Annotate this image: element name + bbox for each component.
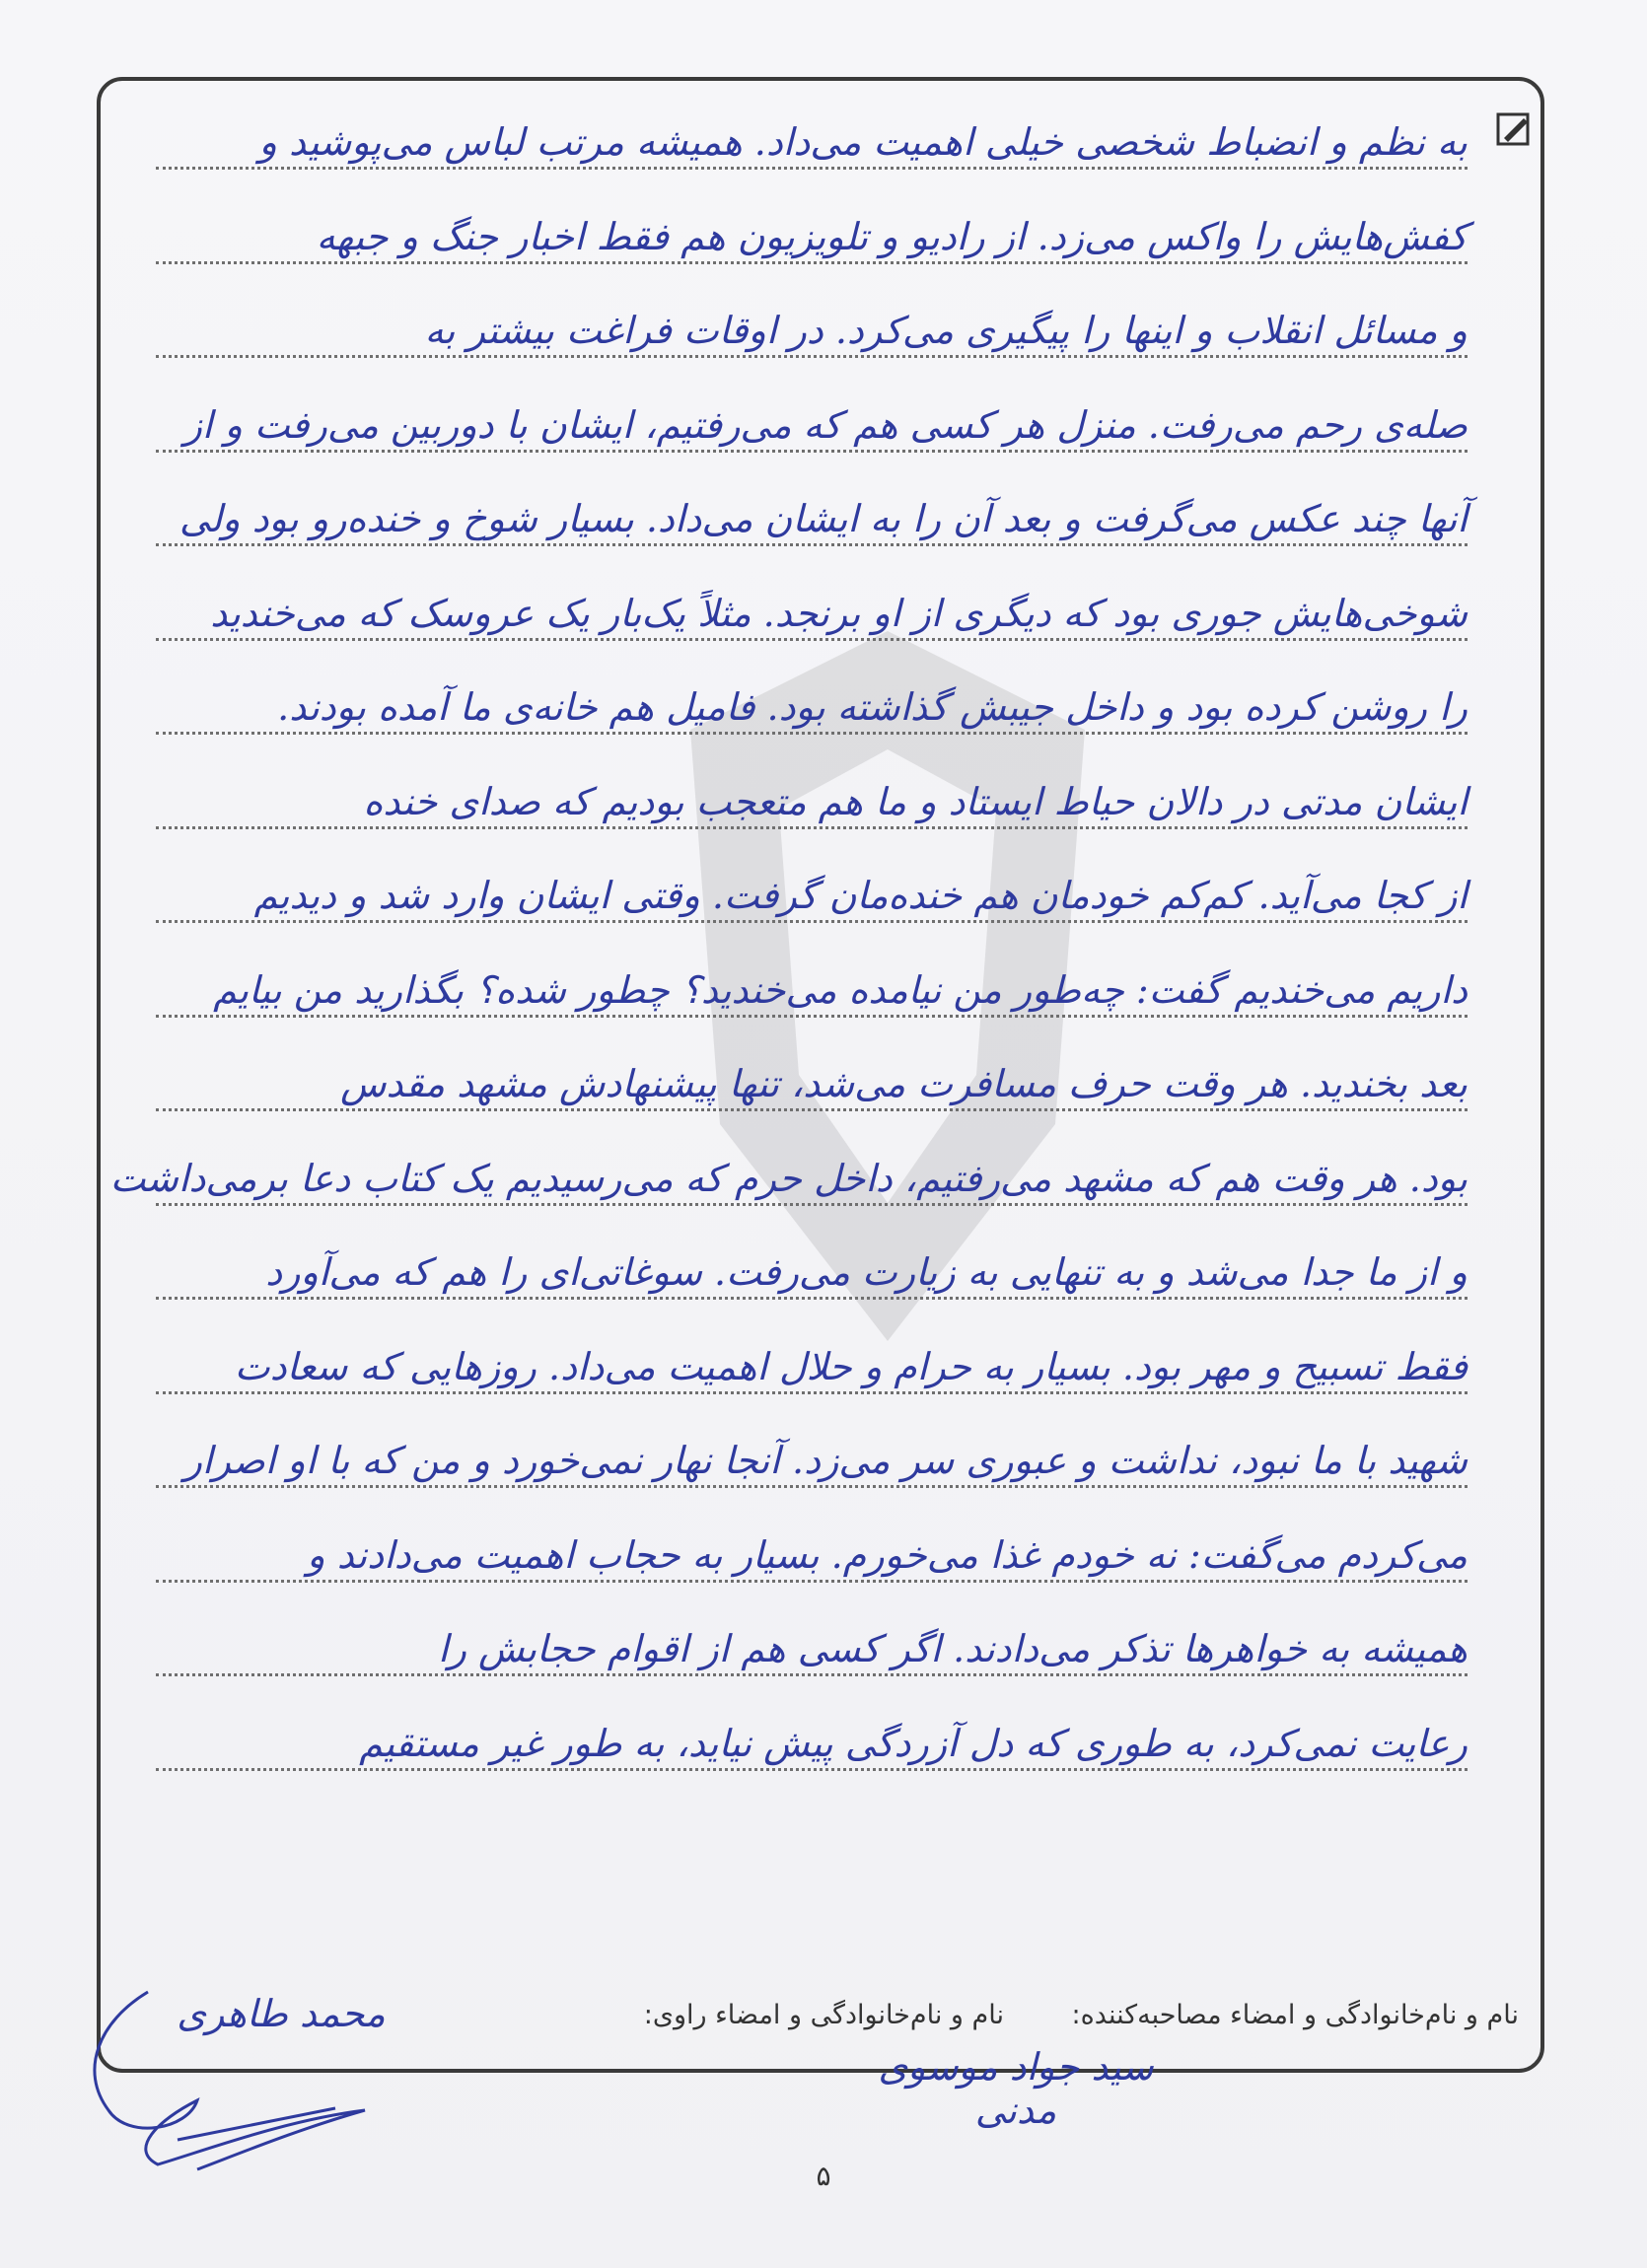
line-text: و از ما جدا می‌شد و به تنهایی به زیارت می‌رفت. سوغاتی‌ای را هم که می‌آورد bbox=[265, 1250, 1468, 1294]
dotted-rule bbox=[156, 1673, 1468, 1676]
text-line bbox=[156, 860, 1468, 931]
dotted-rule bbox=[156, 1015, 1468, 1018]
dotted-rule bbox=[156, 543, 1468, 546]
text-line bbox=[156, 955, 1468, 1026]
page-number: ۵ bbox=[816, 2160, 831, 2192]
dotted-rule bbox=[156, 1108, 1468, 1111]
text-line bbox=[156, 1613, 1468, 1684]
line-text: صله‌ی رحم می‌رفت. منزل هر کسی هم که می‌رفتیم، ایشان با دوربین می‌رفت و از bbox=[183, 403, 1468, 447]
text-line bbox=[156, 295, 1468, 366]
line-text: به نظم و انضباط شخصی خیلی اهمیت می‌داد. همیشه مرتب لباس می‌پوشید و bbox=[258, 120, 1468, 164]
dotted-rule bbox=[156, 732, 1468, 735]
dotted-rule bbox=[156, 261, 1468, 264]
line-text: ایشان مدتی در دالان حیاط ایستاد و ما هم متعجب بودیم که صدای خنده bbox=[363, 780, 1468, 823]
dotted-rule bbox=[156, 920, 1468, 923]
line-text: از کجا می‌آید. کم‌کم خودمان هم خنده‌مان گرفت. وقتی ایشان وارد شد و دیدیم bbox=[253, 874, 1468, 917]
dotted-rule bbox=[156, 1768, 1468, 1771]
pen-icon bbox=[1494, 110, 1534, 150]
line-text: می‌کردم می‌گفت: نه خودم غذا می‌خورم. بسیار به حجاب اهمیت می‌دادند و bbox=[307, 1533, 1468, 1577]
text-line bbox=[156, 672, 1468, 743]
line-text: بود. هر وقت هم که مشهد می‌رفتیم، داخل حرم که می‌رسیدیم یک کتاب دعا برمی‌داشت bbox=[109, 1157, 1468, 1200]
line-text: بعد بخندید. هر وقت حرف مسافرت می‌شد، تنها پیشنهادش مشهد مقدس bbox=[340, 1062, 1468, 1105]
text-line bbox=[156, 390, 1468, 461]
text-line bbox=[109, 1143, 1468, 1214]
text-line bbox=[156, 483, 1468, 554]
dotted-rule bbox=[156, 826, 1468, 829]
line-text: آنها چند عکس می‌گرفت و بعد آن را به ایشان می‌داد. بسیار شوخ و خنده‌رو بود ولی bbox=[179, 497, 1468, 540]
text-line bbox=[156, 1520, 1468, 1591]
line-text: شهید با ما نبود، نداشت و عبوری سر می‌زد. آنجا نهار نمی‌خورد و من که با او اصرار bbox=[183, 1439, 1468, 1482]
dotted-rule bbox=[156, 1580, 1468, 1583]
interviewer-name: سید جواد موسوی مدنی bbox=[878, 2045, 1154, 2132]
signature bbox=[39, 1982, 414, 2179]
line-text: را روشن کرده بود و داخل جیبش گذاشته بود. فامیل هم خانه‌ی ما آمده بودند. bbox=[277, 685, 1468, 729]
text-line bbox=[156, 1331, 1468, 1402]
line-text: کفش‌هایش را واکس می‌زد. از رادیو و تلویزیون هم فقط اخبار جنگ و جبهه bbox=[316, 215, 1468, 258]
line-text: همیشه به خواهرها تذکر می‌دادند. اگر کسی هم از اقوام حجابش را bbox=[438, 1627, 1468, 1670]
dotted-rule bbox=[156, 1485, 1468, 1488]
text-line bbox=[156, 578, 1468, 649]
line-text: شوخی‌هایش جوری بود که دیگری از او برنجد. مثلاً یک‌بار یک عروسک که می‌خندید bbox=[210, 592, 1468, 635]
line-text: رعایت نمی‌کرد، به طوری که دل آزردگی پیش نیاید، به طور غیر مستقیم bbox=[359, 1722, 1468, 1765]
text-line bbox=[156, 1708, 1468, 1779]
narrator-label: نام و نام‌خانوادگی و امضاء راوی: bbox=[643, 2000, 1004, 2030]
dotted-rule bbox=[156, 355, 1468, 358]
interviewer-label: نام و نام‌خانوادگی و امضاء مصاحبه‌کننده: bbox=[1071, 2000, 1519, 2030]
narrator-name: محمد طاهری bbox=[177, 1992, 386, 2035]
text-line bbox=[156, 766, 1468, 837]
dotted-rule bbox=[156, 450, 1468, 453]
dotted-rule bbox=[156, 638, 1468, 641]
text-line bbox=[156, 201, 1468, 272]
line-text: فقط تسبیح و مهر بود. بسیار به حرام و حلال اهمیت می‌داد. روزهایی که سعادت bbox=[234, 1345, 1468, 1388]
dotted-rule bbox=[156, 167, 1468, 170]
dotted-rule bbox=[156, 1203, 1468, 1206]
dotted-rule bbox=[156, 1391, 1468, 1394]
line-text: داریم می‌خندیم گفت: چه‌طور من نیامده می‌خندید؟ چطور شده؟ بگذارید من بیایم bbox=[213, 968, 1468, 1012]
dotted-rule bbox=[156, 1297, 1468, 1300]
line-text: و مسائل انقلاب و اینها را پیگیری می‌کرد. در اوقات فراغت بیشتر به bbox=[424, 309, 1468, 352]
text-line bbox=[156, 1425, 1468, 1496]
text-line bbox=[156, 1237, 1468, 1308]
text-line bbox=[156, 106, 1468, 177]
text-line bbox=[156, 1048, 1468, 1119]
